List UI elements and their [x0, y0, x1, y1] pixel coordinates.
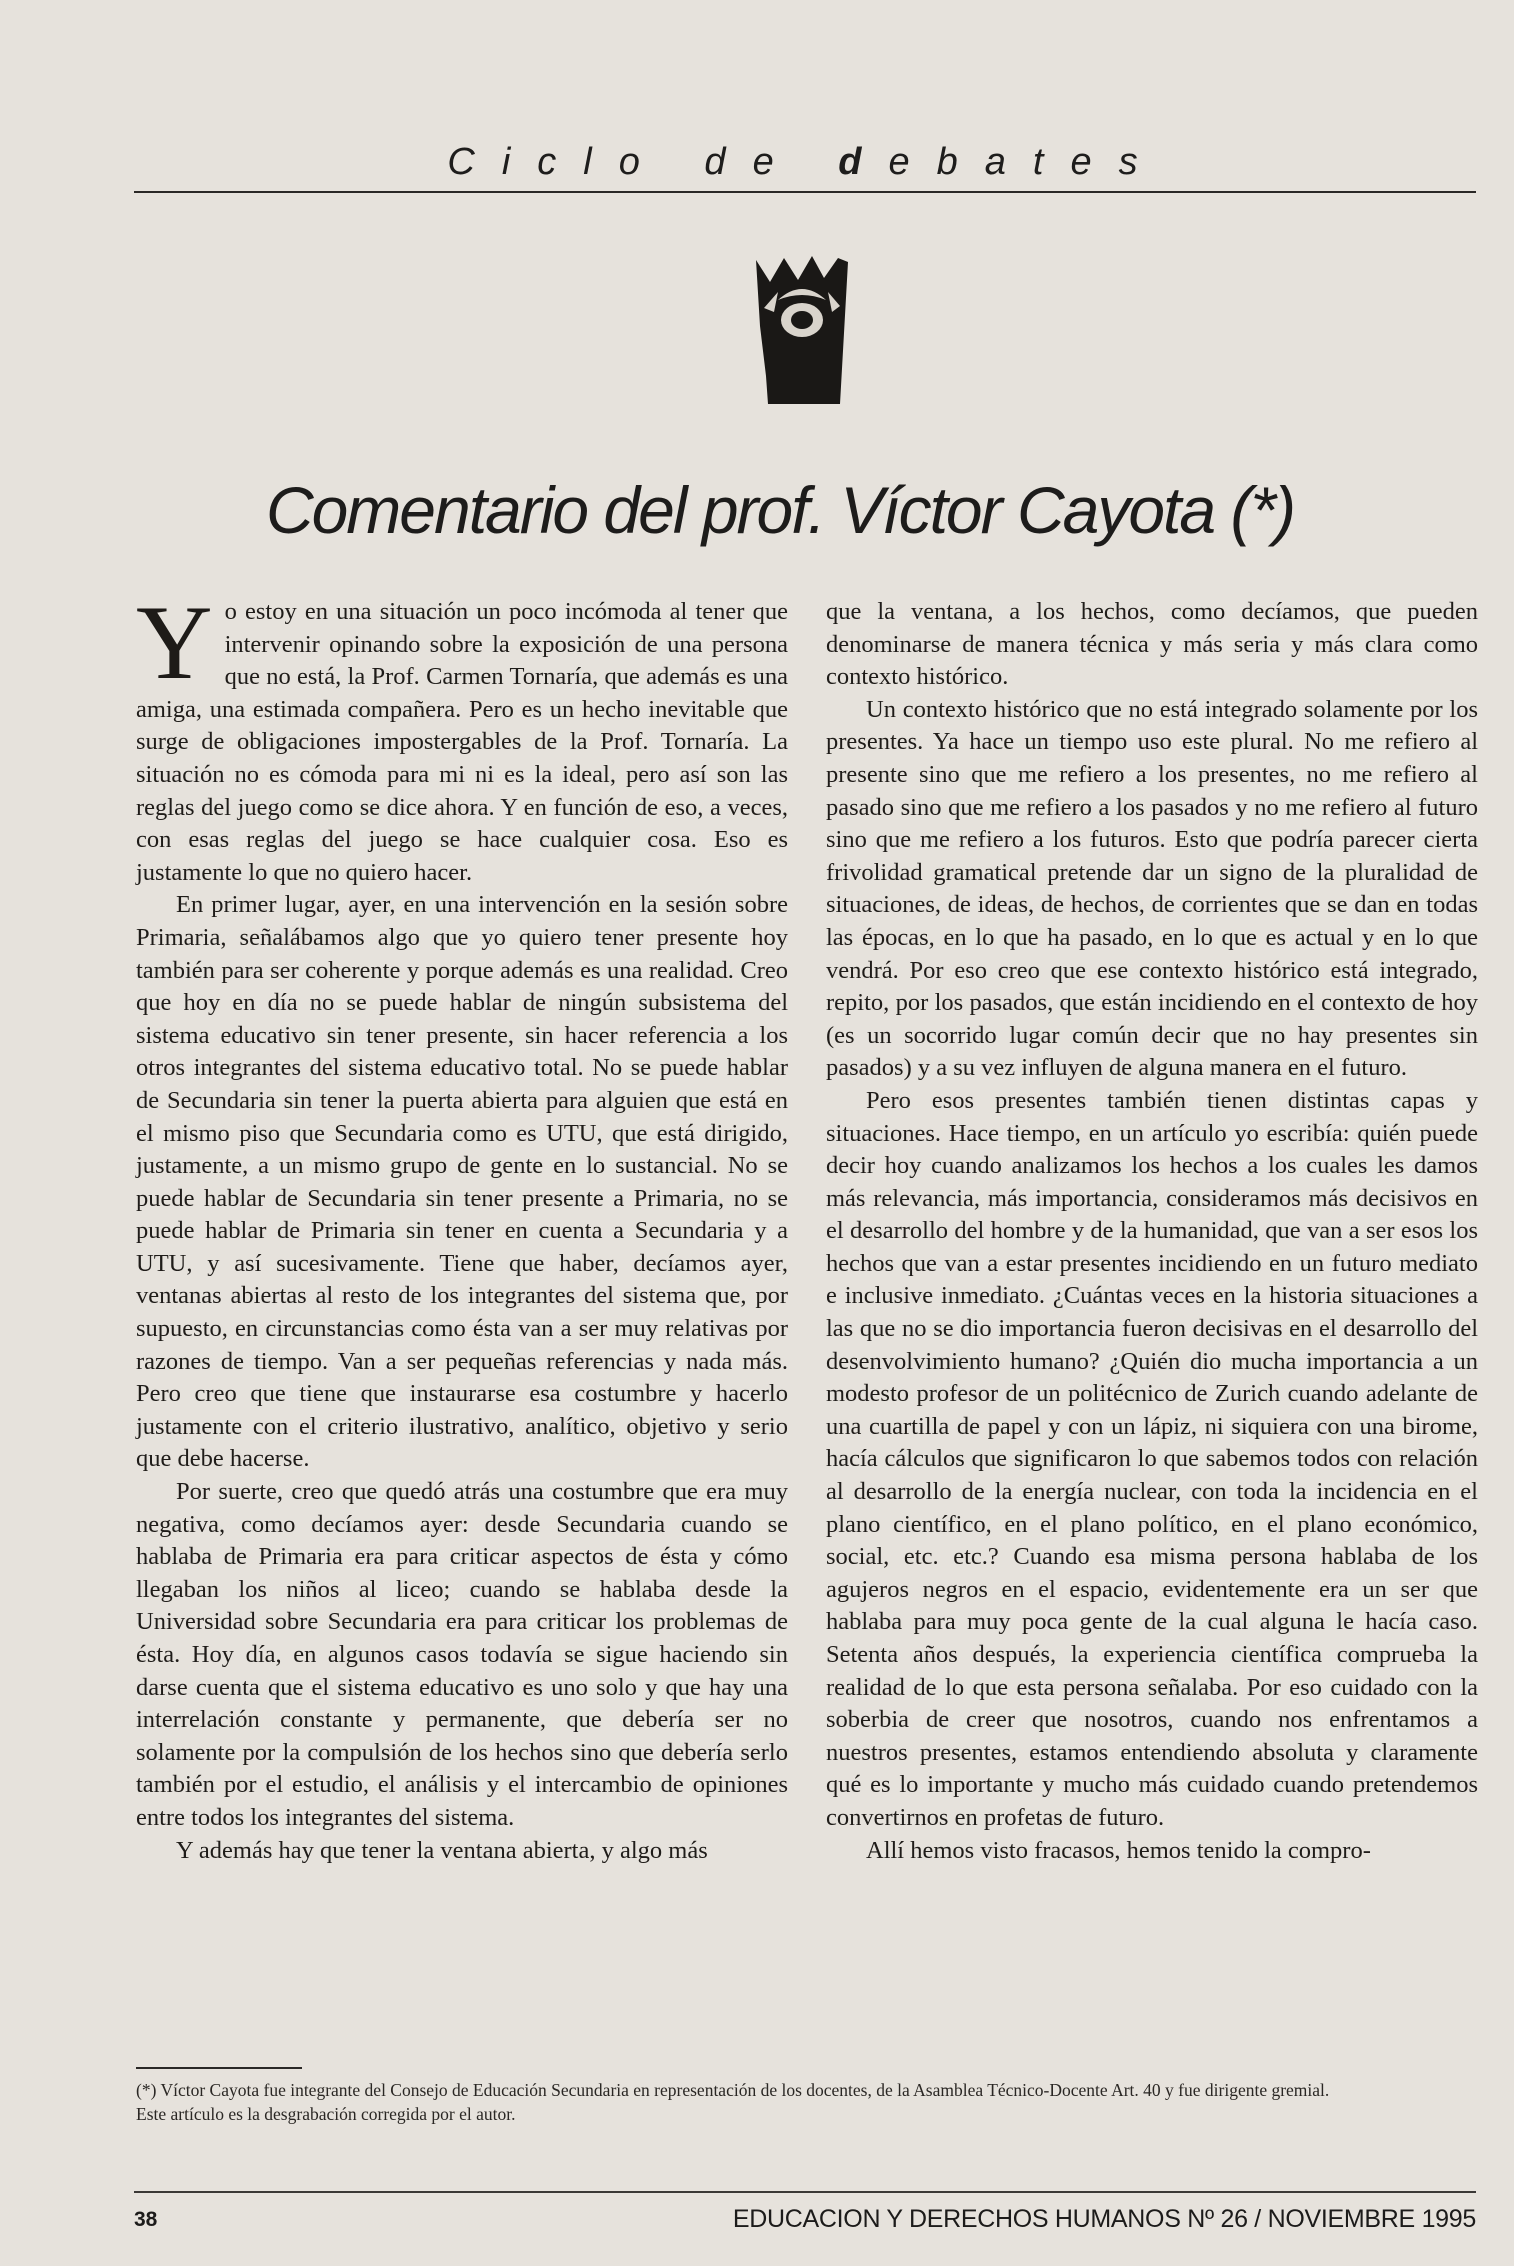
paragraph: En primer lugar, ayer, en una intervención en la sesión sobre Primaria, señalábamos algo que yo quiero tener presente hoy también para ser coherente y porque además es una realidad. Creo que hoy en día no se puede hablar de ningún subsistema del sistema educativo sin tener presente, sin hacer referencia a los otros integrantes del sistema educativo total. No se puede hablar de Secundaria sin tener la puerta abierta para alguien que está en el mismo piso que Secundaria como es UTU, que está dirigido, justamente, a un mismo grupo de gente en lo sustancial. No se puede hablar de Secundaria sin tener presente a Primaria, no se puede hablar de Primaria sin tener en cuenta a Secundaria y a UTU, y así sucesivamente. Tiene que haber, decíamos ayer, ventanas abiertas al resto de los integrantes del sistema que, por supuesto, en circunstancias como ésta van a ser muy relativas por razones de tiempo. Van a ser pequeñas referencias y nada más. Pero creo que tiene que instaurarse esa costumbre y hacerlo justamente con el criterio ilustrativo, analítico, objetivo y serio que debe hacerse. — [136, 891, 788, 1473]
footnote-rule — [136, 2067, 302, 2069]
section-header-d: d — [838, 141, 889, 183]
paragraph: Un contexto histórico que no está integrado solamente por los presentes. Ya hace un tiempo uso este plural. No me refiero al presente sino que me refiero a los presentes, no me refiero al pasado sino que me refiero a los pasados y no me refiero al futuro sino que me refiero a los futuros. Esto que podría parecer cierta frivolidad gramatical pretende dar un signo de la pluralidad de situaciones, de ideas, de hechos, de corrientes que se dan en todas las épocas, en lo que ha pasado, en lo que es actual y en lo que vendrá. Por eso creo que ese contexto histórico está integrado, repito, por los pasados, que están incidiendo en el contexto de hoy (es un socorrido lugar común decir que no hay presentes sin pasados) y a su vez influyen de alguna manera en el futuro. — [826, 695, 1478, 1082]
eye-emblem-icon — [754, 256, 850, 404]
paragraph-text: o estoy en una situación un poco incómoda al tener que intervenir opinando sobre la exposición de una persona que no está, la Prof. Carmen Tornaría, que además es una amiga, una estimada compañera. Pero es un hecho inevitable que surge de obligaciones impostergables de la Prof. Tornaría. La situación no es cómoda para mi ni es la ideal, pero así son las reglas del juego como se dice ahora. Y en función de eso, a veces, con esas reglas del juego se hace cualquier cosa. Eso es justamente lo que no quiero hacer. — [136, 598, 788, 886]
right-column — [826, 596, 1478, 1867]
section-header-c: C — [447, 141, 502, 183]
article-title: Comentario del prof. Víctor Cayota (*) — [265, 473, 1295, 547]
footer-rule — [134, 2191, 1476, 2193]
section-header-ebates: ebates — [888, 141, 1165, 183]
paragraph: Por suerte, creo que quedó atrás una costumbre que era muy negativa, como decíamos ayer: desde Secundaria cuando se hablaba de Primaria era para criticar aspectos de ésta y cómo llegaban los niños al liceo; cuando se hablaba desde la Universidad sobre Secundaria era para criticar los problemas de ésta. Hoy día, en algunos casos todavía se sigue haciendo sin darse cuenta que el sistema educativo es uno solo y que hay una interrelación constante y permanente, que debería ser no solamente por la compulsión de los hechos sino que debería serlo también por el estudio, el análisis y el intercambio de opiniones entre todos los integrantes del sistema. — [136, 1478, 788, 1831]
section-header-iclo: iclo de — [501, 141, 839, 183]
drop-cap: Y — [136, 584, 213, 701]
footnote-author-note: (*) Víctor Cayota fue integrante del Consejo de Educación Secundaria en representación de los docentes, de la Asamblea Técnico-Docente Art. 40 y fue dirigente gremial. — [136, 2080, 1330, 2100]
footnote-transcript-note: Este artículo es la desgrabación corregida por el autor. — [136, 2104, 516, 2124]
paragraph — [136, 584, 788, 889]
running-footer: EDUCACION Y DERECHOS HUMANOS Nº 26 / NOVIEMBRE 1995 — [732, 2205, 1476, 2233]
left-column — [136, 584, 788, 1867]
header-rule — [134, 191, 1476, 193]
paragraph: que la ventana, a los hechos, como decíamos, que pueden denominarse de manera técnica y más seria y más clara como contexto histórico. — [826, 598, 1478, 691]
footnote — [136, 2078, 1476, 2126]
paragraph: Y además hay que tener la ventana abierta, y algo más — [176, 1836, 708, 1864]
paragraph: Pero esos presentes también tienen distintas capas y situaciones. Hace tiempo, en un artículo yo escribía: quién puede decir hoy cuando analizamos los hechos a los cuales les damos más relevancia, más importancia, consideramos más decisivos en el desarrollo del hombre y de la humanidad, que van a ser esos los hechos que van a estar presentes incidiendo en un futuro mediato e inclusive inmediato. ¿Cuántas veces en la historia situaciones a las que no se dio importancia fueron decisivas en el desarrollo del desenvolvimiento humano? ¿Quién dio mucha importancia a un modesto profesor de un politécnico de Zurich cuando adelante de una cuartilla de papel y con un lápiz, ni siquiera con una birome, hacía cálculos que significaron lo que sabemos todos con relación al desarrollo de la energía nuclear, con toda la incidencia en el plano científico, en el plano político, en el plano económico, social, etc. etc.? Cuando esa misma persona hablaba de los agujeros negros en el espacio, evidentemente era un ser que hablaba para muy poca gente de la cual alguna le hacía caso. Setenta años después, la experiencia científica comprueba la realidad de lo que esta persona señalaba. Por eso cuidado con la soberbia de creer que nosotros, cuando nos enfrentamos a nuestros presentes, estamos entendiendo absoluta y claramente qué es lo importante y mucho más cuidado cuando pretendemos convertirnos en profetas de futuro. — [826, 1086, 1478, 1831]
section-header — [136, 140, 1476, 184]
paragraph: Allí hemos visto fracasos, hemos tenido la compro- — [866, 1836, 1371, 1864]
page-number: 38 — [134, 2208, 158, 2231]
